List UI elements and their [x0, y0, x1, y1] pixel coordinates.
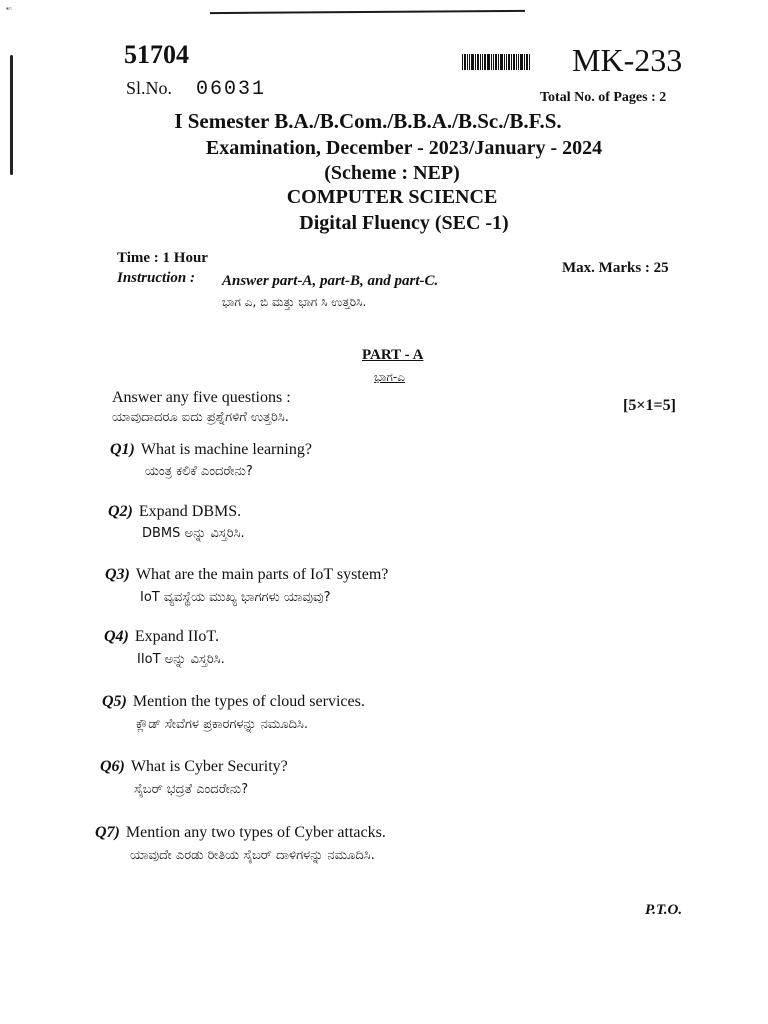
- max-marks: Max. Marks : 25: [562, 260, 669, 276]
- barcode-bar: [524, 54, 525, 70]
- question-text-kannada: ಸೈಬರ್ ಭದ್ರತೆ ಎಂದರೇನು?: [134, 782, 249, 797]
- time-allowed: Time : 1 Hour: [117, 250, 208, 266]
- question-number: Q5): [102, 693, 127, 710]
- paper-code: 51704: [124, 40, 189, 69]
- barcode-bar: [462, 54, 463, 70]
- exam-session: Examination, December - 2023/January - 2024: [205, 137, 603, 159]
- barcode-bar: [518, 54, 519, 70]
- barcode-bar: [511, 54, 512, 70]
- barcode-bar: [508, 54, 510, 70]
- please-turn-over: P.T.O.: [645, 902, 683, 918]
- part-a-marks: [5×1=5]: [623, 397, 676, 414]
- barcode-bar: [482, 54, 483, 70]
- part-a-instruction-kannada: ಯಾವುದಾದರೂ ಐದು ಪ್ರಶ್ನೆಗಳಿಗೆ ಉತ್ತರಿಸಿ.: [112, 410, 289, 425]
- barcode-bar: [498, 54, 499, 70]
- barcode-bar: [495, 54, 497, 70]
- barcode-bar: [526, 54, 528, 70]
- question-text: Expand DBMS.: [138, 503, 242, 520]
- barcode-bar: [500, 54, 503, 70]
- question-item: [102, 693, 365, 732]
- barcode-bar: [493, 54, 494, 70]
- question-number: Q2): [108, 503, 133, 520]
- question-text-kannada: ಯಾವುದೇ ಎರಡು ರೀತಿಯ ಸೈಬರ್ ದಾಳಿಗಳನ್ನು ನಮೂದಿಸಿ.: [130, 848, 375, 863]
- barcode-bar: [516, 54, 517, 70]
- instruction-text-kannada: ಭಾಗ ಎ, ಬಿ ಮತ್ತು ಭಾಗ ಸಿ ಉತ್ತರಿಸಿ.: [222, 295, 367, 309]
- question-item: [104, 628, 225, 667]
- question-text-kannada: ಯಂತ್ರ ಕಲಿಕೆ ಎಂದರೇನು?: [145, 464, 253, 479]
- barcode-bar: [484, 54, 486, 70]
- question-text-kannada: IoT ವ್ಯವಸ್ಥೆಯ ಮುಖ್ಯ ಭಾಗಗಳು ಯಾವುವು?: [140, 590, 331, 605]
- total-pages: Total No. of Pages : 2: [540, 90, 667, 105]
- barcode-bar: [506, 54, 507, 70]
- barcode-bar: [471, 54, 474, 70]
- question-text: What is machine learning?: [140, 441, 312, 458]
- question-number: Q1): [110, 441, 135, 458]
- question-item: [100, 758, 288, 797]
- barcode-bar: [480, 54, 481, 70]
- barcode-bar: [467, 54, 468, 70]
- serial-number: 06031: [196, 78, 267, 101]
- exam-paper-title: Digital Fluency (SEC -1): [299, 212, 509, 234]
- question-item: [105, 566, 389, 605]
- question-number: Q6): [100, 758, 125, 775]
- part-a-title-kannada: ಭಾಗ-ಎ: [374, 370, 405, 384]
- exam-semester: I Semester B.A./B.Com./B.B.A./B.Sc./B.F.S.: [174, 109, 562, 133]
- part-a-title: PART - A: [362, 347, 424, 363]
- question-text: Mention any two types of Cyber attacks.: [125, 824, 386, 841]
- barcode-bar: [487, 54, 490, 70]
- exam-scheme: (Scheme : NEP): [324, 162, 460, 184]
- barcode-bar: [477, 54, 479, 70]
- question-text-kannada: ಕ್ಲೌಡ್ ಸೇವೆಗಳ ಪ್ರಕಾರಗಳನ್ನು ನಮೂದಿಸಿ.: [136, 717, 308, 732]
- serial-label: Sl.No.: [126, 78, 173, 98]
- question-number: Q3): [105, 566, 130, 583]
- barcode-bar: [491, 54, 492, 70]
- paper-id: MK-233: [572, 42, 683, 78]
- exam-subject: COMPUTER SCIENCE: [286, 186, 498, 208]
- instruction-label: Instruction :: [117, 270, 195, 286]
- scan-corner-mark: ▪▫: [6, 4, 12, 13]
- barcode-bar: [513, 54, 515, 70]
- barcode-bar: [469, 54, 470, 70]
- question-item: [108, 503, 245, 541]
- question-item: [95, 824, 386, 863]
- barcode-bar: [464, 54, 466, 70]
- question-text: Mention the types of cloud services.: [132, 693, 365, 710]
- question-text: What are the main parts of IoT system?: [135, 566, 389, 583]
- question-number: Q7): [95, 824, 120, 841]
- barcode: [462, 54, 546, 70]
- question-number: Q4): [104, 628, 129, 645]
- barcode-bar: [529, 54, 530, 70]
- part-a-instruction: Answer any five questions :: [112, 389, 291, 406]
- question-text: What is Cyber Security?: [130, 758, 288, 775]
- question-text: Expand IIoT.: [134, 628, 220, 645]
- question-item: [110, 441, 312, 479]
- barcode-bar: [475, 54, 476, 70]
- question-text-kannada: DBMS ಅನ್ನು ವಿಸ್ತರಿಸಿ.: [142, 526, 245, 541]
- scan-edge-line: [210, 10, 525, 14]
- question-text-kannada: IIoT ಅನ್ನು ವಿಸ್ತರಿಸಿ.: [137, 652, 225, 667]
- instruction-text: Answer part-A, part-B, and part-C.: [222, 273, 439, 289]
- barcode-bar: [504, 54, 505, 70]
- barcode-bar: [520, 54, 523, 70]
